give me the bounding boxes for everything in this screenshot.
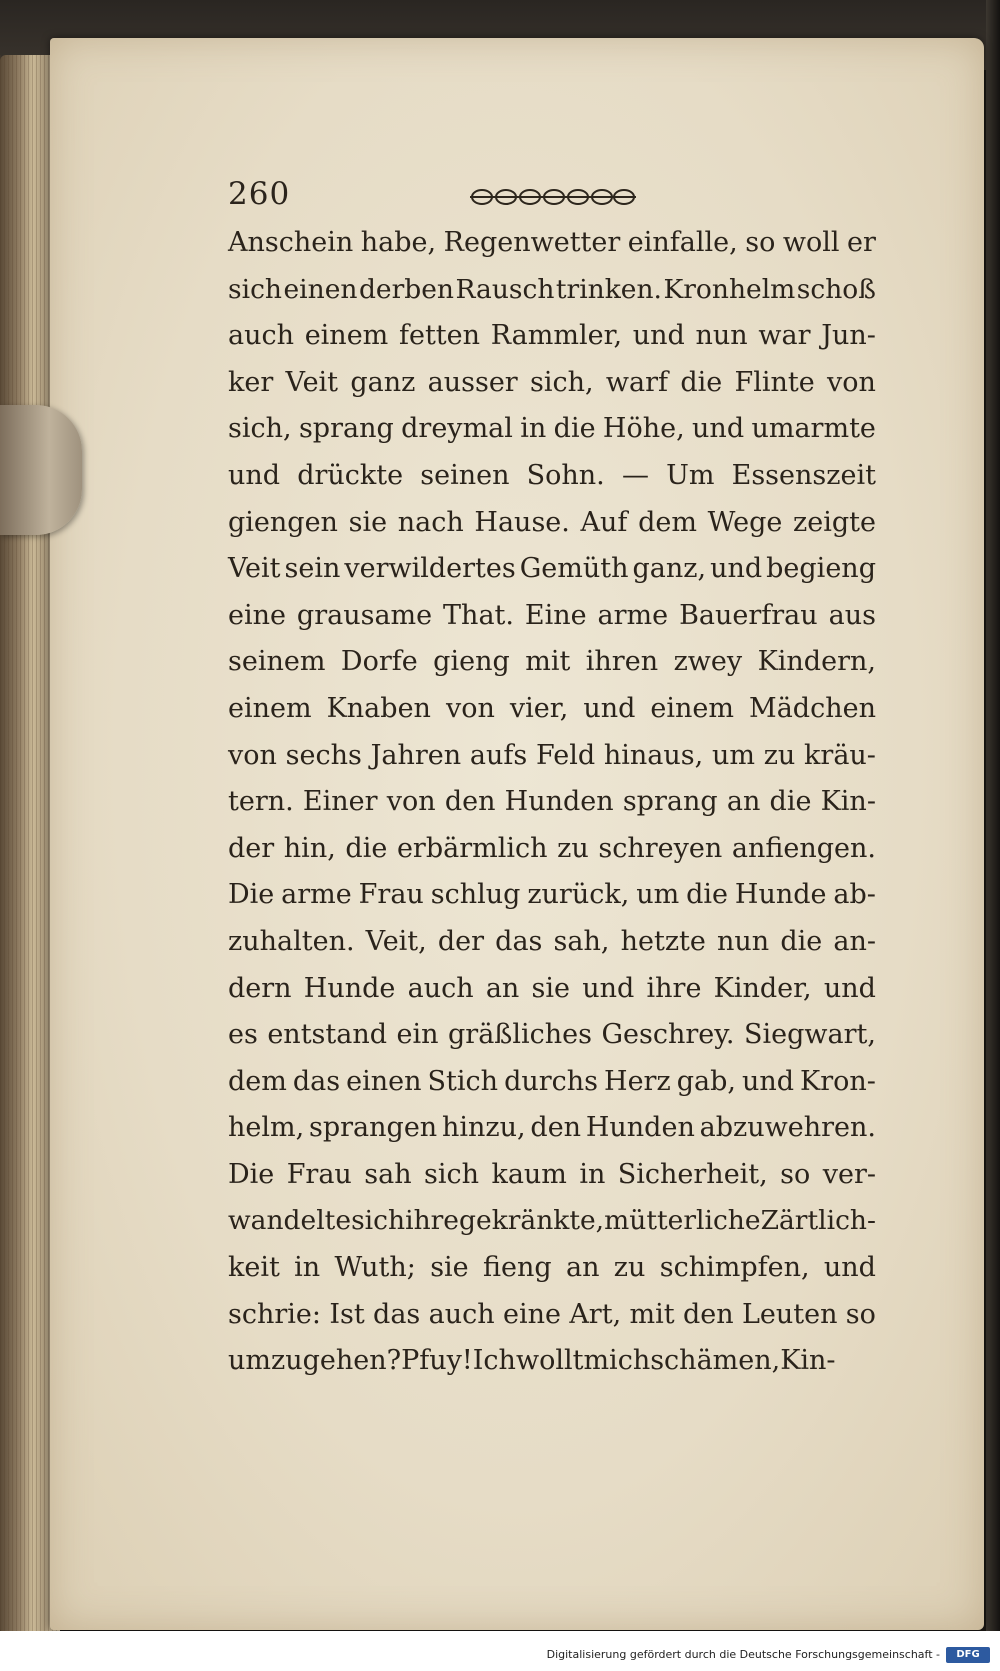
dfg-logo: DFG xyxy=(946,1647,990,1663)
footer-bar xyxy=(0,1631,1000,1671)
text-line: sich, sprang dreymal in die Höhe, und umarmte xyxy=(228,413,876,445)
text-line: zuhalten. Veit, der das sah, hetzte nun die an- xyxy=(228,925,876,957)
text-line: umzugehen? Pfuy! Ich wollt mich schämen, Kin- xyxy=(228,1345,836,1377)
text-line: dem das einen Stich durchs Herz gab, und Kron- xyxy=(228,1065,876,1097)
text-line: wandelte sich ihre gekränkte, mütterliche Zärtlich- xyxy=(228,1205,876,1237)
text-line: schrie: Ist das auch eine Art, mit den Leuten so xyxy=(228,1298,876,1330)
scanner-right-edge xyxy=(986,0,1000,1671)
text-line: Anschein habe, Regenwetter einfalle, so woll er xyxy=(228,227,876,258)
text-line: helm, sprangen hinzu, den Hunden abzuwehren. xyxy=(228,1112,876,1144)
text-line: Die arme Frau schlug zurück, um die Hunde ab- xyxy=(228,879,876,911)
text-line: Veit sein verwildertes Gemüth ganz, und begieng xyxy=(228,553,876,585)
text-line: keit in Wuth; sie fieng an zu schimpfen, und xyxy=(228,1252,876,1284)
text-line: von sechs Jahren aufs Feld hinaus, um zu kräu- xyxy=(228,739,876,771)
page-number: 260 xyxy=(228,176,291,212)
text-line: auch einem fetten Rammler, und nun war Jun- xyxy=(228,320,876,352)
text-line: seinem Dorfe gieng mit ihren zwey Kindern, xyxy=(228,646,876,678)
text-line: dern Hunde auch an sie und ihre Kinder, und xyxy=(228,972,876,1004)
page-clip xyxy=(0,405,82,535)
text-line: es entstand ein gräßliches Geschrey. Siegwart, xyxy=(228,1019,876,1051)
footer-credit: Digitalisierung gefördert durch die Deutsche Forschungsgemeinschaft - xyxy=(546,1648,940,1661)
body-text xyxy=(228,220,876,1385)
text-line: sich einen derben Rausch trinken. Kronhelm schoß xyxy=(228,273,876,305)
text-line: einem Knaben von vier, und einem Mädchen xyxy=(228,692,876,724)
text-line: und drückte seinen Sohn. — Um Essenszeit xyxy=(228,459,876,491)
book-page xyxy=(50,38,984,1630)
text-line: eine grausame That. Eine arme Bauerfrau aus xyxy=(228,599,876,631)
text-line: Die Frau sah sich kaum in Sicherheit, so ver- xyxy=(228,1158,876,1190)
text-line: tern. Einer von den Hunden sprang an die Kin- xyxy=(228,786,876,818)
text-line: giengen sie nach Hause. Auf dem Wege zeigte xyxy=(228,506,876,538)
ornament-divider-icon xyxy=(468,184,638,210)
text-line: ker Veit ganz ausser sich, warf die Flinte von xyxy=(228,366,876,398)
text-line: der hin, die erbärmlich zu schreyen anfiengen. xyxy=(228,832,876,864)
